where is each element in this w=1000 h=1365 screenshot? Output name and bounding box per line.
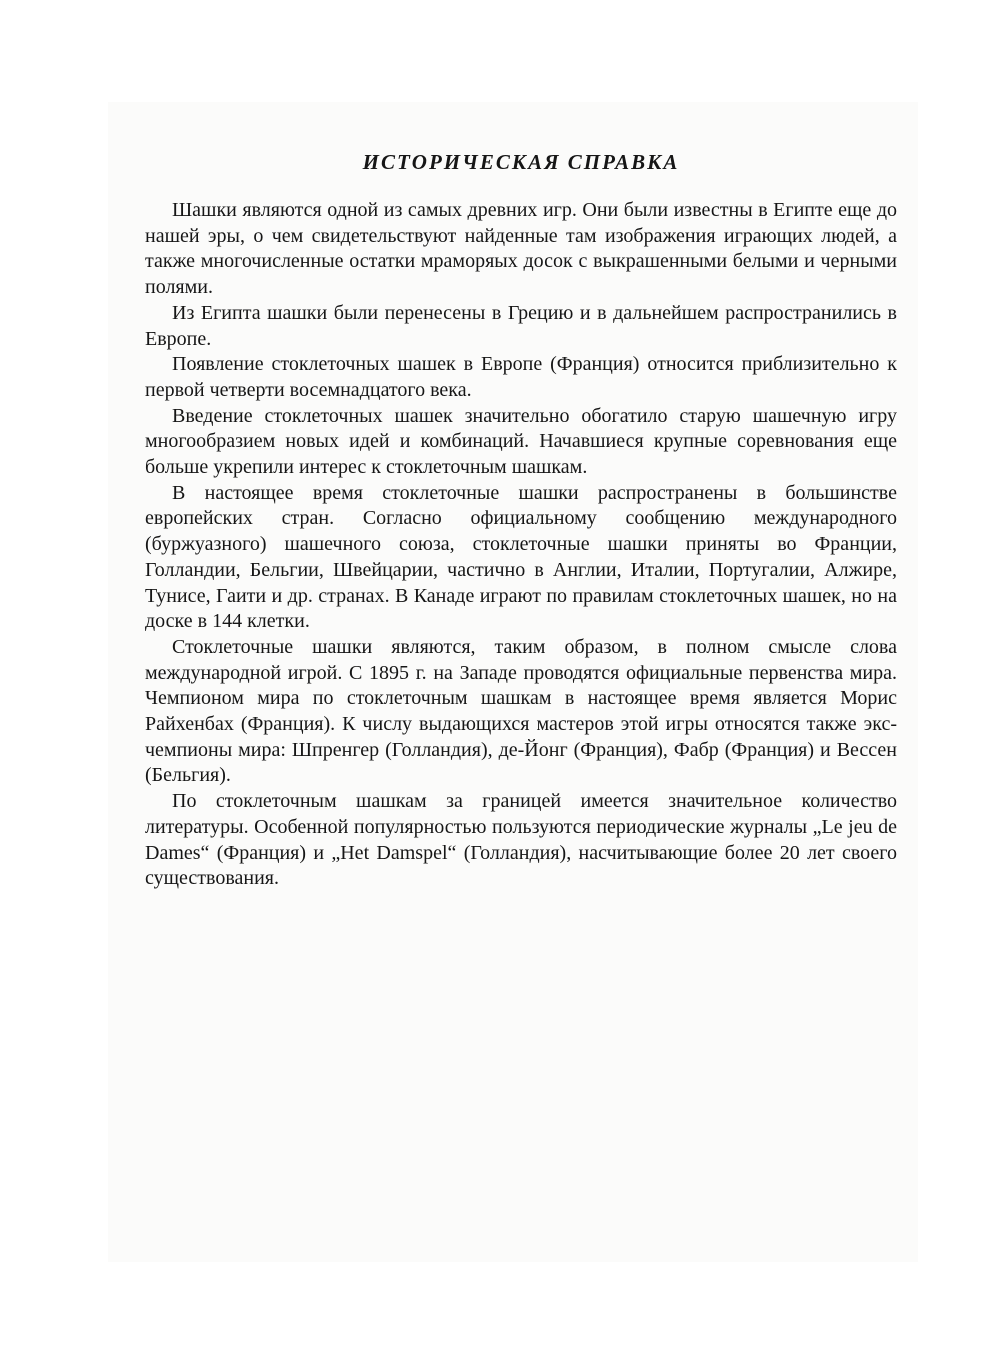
paragraph-6: Стоклеточные шашки являются, таким образом, в полном смысле слова международной игрой. С 1895 г. на Западе проводятся официальные первенства мира. Чемпионом мира по стоклеточным шашкам в настоящее время является Морис Райхенбах (Франция). К числу выдающихся мастеров этой игры относятся также экс-чемпионы мира: Шпренгер (Голландия), де-Йонг (Франция), Фабр (Франция) и Вессен (Бельгия). xyxy=(145,635,897,787)
paragraph-2: Из Египта шашки были перенесены в Грецию и в дальнейшем распространились в Европе. xyxy=(145,301,897,350)
paragraph-5: В настоящее время стоклеточные шашки распространены в большинстве европейских стран. Согласно официальному сообщению международного (буржуазного) шашечного союза, стоклеточные шашки приняты во Франции, Голландии, Бельгии, Швейцарии, частично в Англии, Италии, Португалии, Алжире, Тунисе, Гаити и др. странах. В Канаде играют по правилам стоклеточных шашек, но на доске в 144 клетки. xyxy=(145,481,897,633)
paragraph-4: Введение стоклеточных шашек значительно обогатило старую шашечную игру многообразием новых идей и комбинаций. Начавшиеся крупные соревнования еще больше укрепили интерес к стоклеточным шашкам. xyxy=(145,404,897,479)
paragraph-7: По стоклеточным шашкам за границей имеется значительное количество литературы. Особенной популярностью пользуются периодические журналы „Le jeu de Dames“ (Франция) и „Het Damspel“ (Голландия), насчитывающие более 20 лет своего существования. xyxy=(145,790,897,890)
text-block xyxy=(145,148,897,892)
paragraph-1: Шашки являются одной из самых древних игр. Они были известны в Египте еще до нашей эры, о чем свидетельствуют найденные там изображения играющих людей, а также многочисленные остатки мраморяых досок с выкрашенными белыми и черными полями. xyxy=(145,199,897,299)
page-title: ИСТОРИЧЕСКАЯ СПРАВКА xyxy=(362,150,680,174)
paragraph-3: Появление стоклеточных шашек в Европе (Франция) относится приблизительно к первой четверти восемнадцатого века. xyxy=(145,353,897,401)
